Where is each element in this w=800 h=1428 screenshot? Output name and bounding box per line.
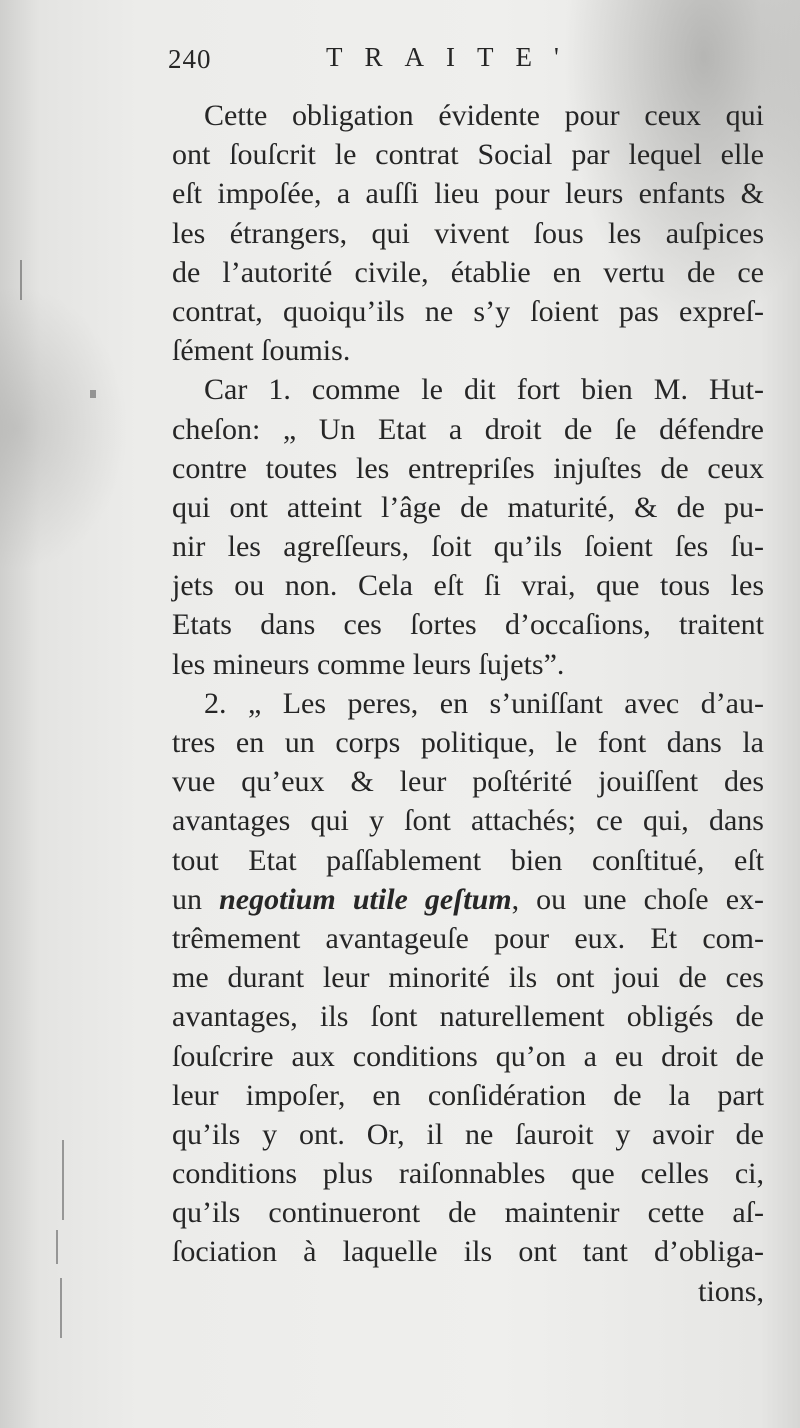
text-run: , ou une choſe ex- [511, 882, 764, 916]
text-line: avantages qui y ſont attachés; ce qui, dans [172, 804, 764, 838]
text-line: vue qu’eux & leur poſtérité jouiſſent des [172, 765, 764, 799]
text-line: conditions plus raiſonnables que celles ci, [172, 1157, 764, 1191]
text-line: avantages, ils ſont naturellement obligés de [172, 1000, 764, 1034]
text-line: trêmement avantageuſe pour eux. Et com- [172, 921, 764, 955]
text-line: qu’ils continueront de maintenir cette aſ- [172, 1196, 764, 1230]
text-line: ſociation à laquelle ils ont tant d’obliga- [172, 1235, 764, 1269]
text-line: les étrangers, qui vivent ſous les auſpices [172, 216, 764, 250]
text-line: qui ont atteint l’âge de maturité, & de pu- [172, 490, 764, 524]
text-line: ont ſouſcrit le contrat Social par lequel elle [172, 138, 764, 172]
margin-mark [20, 260, 22, 300]
text-line: ſément ſoumis. [172, 334, 351, 368]
text-line: les mineurs comme leurs ſujets”. [172, 647, 565, 681]
catchword: tions, [698, 1274, 764, 1308]
margin-mark [62, 1140, 64, 1220]
text-line: Car 1. comme le dit fort bien M. Hut- [204, 373, 764, 407]
text-line: tres en un corps politique, le font dans la [172, 726, 764, 759]
text-run: un [172, 882, 220, 916]
margin-mark [56, 1230, 58, 1264]
margin-mark [90, 390, 96, 398]
page-number: 240 [168, 44, 212, 74]
text-line: nir les agreſſeurs, ſoit qu’ils ſoient ſes ſu- [172, 530, 764, 564]
text-line: de l’autorité civile, établie en vertu de ce [172, 255, 764, 289]
text-line: leur impoſer, en conſidération de la part [172, 1078, 764, 1112]
text-line: Cette obligation évidente pour ceux qui [204, 99, 764, 132]
italic-latin-phrase: negotium utile geſtum [219, 882, 512, 916]
text-line: Etats dans ces ſortes d’occaſions, traitent [172, 608, 764, 642]
text-line: tout Etat paſſablement bien conſtitué, eſt [172, 843, 764, 877]
text-line: contrat, quoiqu’ils ne s’y ſoient pas expreſ- [172, 294, 764, 328]
text-line: eſt impoſée, a auſſi lieu pour leurs enfants & [172, 177, 764, 211]
body-text [172, 96, 764, 1311]
text-line: 2. „ Les peres, en s’uniſſant avec d’au- [204, 686, 764, 720]
text-line: qu’ils y ont. Or, il ne ſauroit y avoir de [172, 1117, 764, 1151]
text-line: ſouſcrire aux conditions qu’on a eu droit de [172, 1039, 764, 1073]
text-line-italic [172, 880, 764, 919]
text-line: me durant leur minorité ils ont joui de ces [172, 961, 764, 995]
margin-mark [60, 1278, 62, 1338]
running-title: TRAITE' [326, 42, 581, 72]
text-line: contre toutes les entrepriſes injuſtes de ceux [172, 451, 764, 485]
text-line: jets ou non. Cela eſt ſi vrai, que tous les [172, 569, 764, 603]
text-line: cheſon: „ Un Etat a droit de ſe défendre [172, 412, 764, 446]
page-header [168, 38, 628, 82]
